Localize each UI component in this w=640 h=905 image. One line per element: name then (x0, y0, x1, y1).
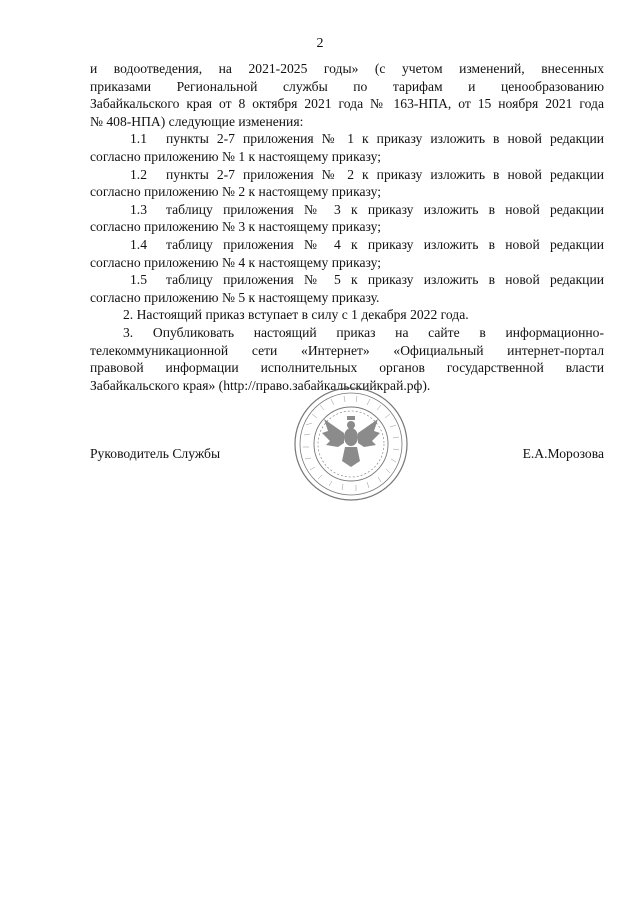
point-2: 2. Настоящий приказ вступает в силу с 1 декабря 2022 года. (123, 307, 469, 323)
item-first-line (90, 236, 604, 254)
item-first-line (90, 130, 604, 148)
amendment-item-1-5 (90, 271, 604, 306)
point-3-line-3: правовой информации исполнительных органов государственной власти (90, 360, 604, 376)
amendment-item-1-4 (90, 236, 604, 271)
item-number: 1.3 (130, 201, 147, 217)
amendment-item-1-2 (90, 166, 604, 201)
item-first-line (90, 271, 604, 289)
item-first-line (90, 201, 604, 219)
item-text: таблицу приложения № 4 к приказу изложить в новой редакции (166, 236, 604, 252)
intro-line-4: № 408-НПА) следующие изменения: (90, 113, 304, 129)
point-3-line-4: Забайкальского края» (http://право.забайкальскийкрай.рф). (90, 377, 431, 393)
official-seal-stamp (288, 385, 414, 503)
intro-line-2: приказами Региональной службы по тарифам и ценообразованию (90, 78, 604, 94)
item-number: 1.4 (130, 236, 147, 252)
item-second-line: согласно приложению № 4 к настоящему приказу; (90, 254, 381, 270)
document-body (90, 60, 604, 394)
point-3-line-1: 3. Опубликовать настоящий приказ на сайте в информационно- (123, 324, 604, 340)
point-3-line-2: телекоммуникационной сети «Интернет» «Официальный интернет-портал (90, 342, 604, 358)
signatory-position: Руководитель Службы (90, 446, 221, 461)
intro-line-3: Забайкальского края от 8 октября 2021 года № 163-НПА, от 15 ноября 2021 года (90, 96, 604, 112)
intro-line-1: и водоотведения, на 2021-2025 годы» (с учетом изменений, внесенных (90, 61, 604, 76)
item-second-line: согласно приложению № 3 к настоящему приказу; (90, 219, 381, 235)
item-text: пункты 2-7 приложения № 2 к приказу изложить в новой редакции (166, 166, 604, 182)
page-number: 2 (316, 36, 324, 51)
signatory-name: Е.А.Морозова (522, 446, 604, 461)
item-number: 1.2 (130, 166, 147, 182)
item-number: 1.1 (130, 131, 147, 147)
amendment-item-1-3 (90, 201, 604, 236)
signature-block (90, 446, 604, 462)
item-text: пункты 2-7 приложения № 1 к приказу изложить в новой редакции (166, 131, 604, 147)
item-first-line (90, 166, 604, 184)
item-second-line: согласно приложению № 2 к настоящему приказу; (90, 184, 381, 200)
item-number: 1.5 (130, 272, 147, 288)
item-text: таблицу приложения № 5 к приказу изложить в новой редакции (166, 272, 604, 288)
item-second-line: согласно приложению № 1 к настоящему приказу; (90, 148, 381, 164)
item-second-line: согласно приложению № 5 к настоящему приказу. (90, 289, 380, 305)
item-text: таблицу приложения № 3 к приказу изложить в новой редакции (166, 201, 604, 217)
amendment-item-1-1 (90, 130, 604, 165)
